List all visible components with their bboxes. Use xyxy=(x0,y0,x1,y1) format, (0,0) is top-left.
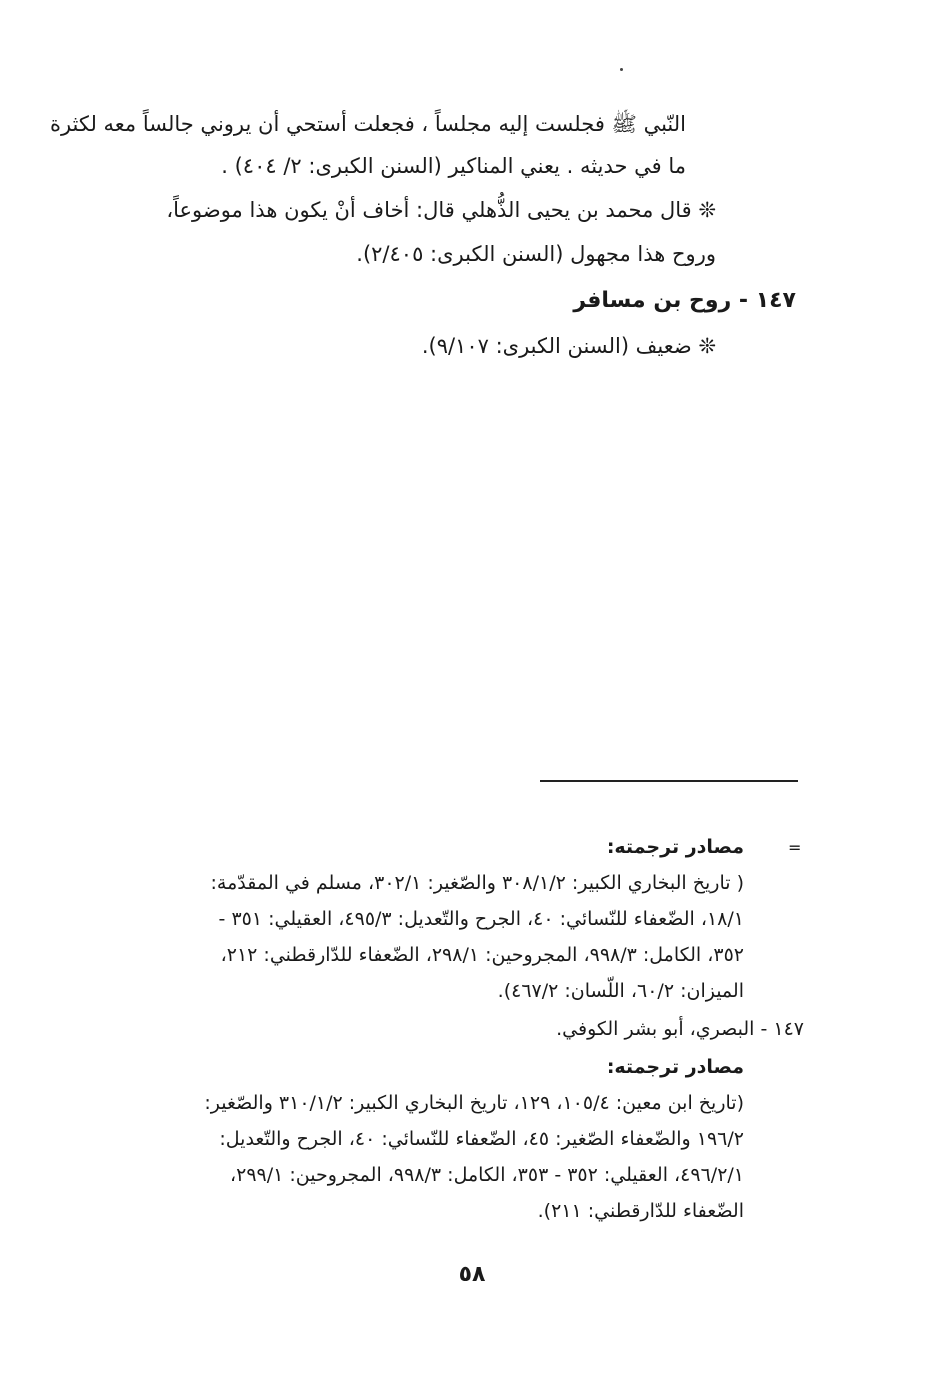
footnote-line-3: ٣٥٢، الكامل: ٩٩٨/٣، المجروحين: ٢٩٨/١، الضّعفاء للدّارقطني: ٢١٢، xyxy=(220,944,744,966)
footnote-entry-147: ١٤٧ - البصري، أبو بشر الكوفي. xyxy=(556,1018,804,1040)
footnote-line-4: الميزان: ٦٠/٢، اللّسان: ٤٦٧/٢). xyxy=(497,980,744,1002)
footnote-separator xyxy=(540,780,798,782)
entry-note: ❊ ضعيف (السنن الكبرى: ٩/١٠٧). xyxy=(421,334,716,358)
sources-label-1: مصادر ترجمته: xyxy=(606,836,744,858)
ink-speck xyxy=(620,68,623,71)
entry-heading: ١٤٧ - روح بن مسافر xyxy=(573,288,796,313)
footnote-line-2: ١٨/١، الضّعفاء للنّسائي: ٤٠، الجرح والتّعديل: ٤٩٥/٣، العقيلي: ٣٥١ - xyxy=(218,908,744,930)
footnote-line-8: الضّعفاء للدّارقطني: ٢١١). xyxy=(537,1200,744,1222)
footnote-line-6: ١٩٦/٢ والضّعفاء الصّغير: ٤٥، الضّعفاء للنّسائي: ٤٠، الجرح والتّعديل: xyxy=(219,1128,744,1150)
page-number: ٥٨ xyxy=(458,1262,486,1287)
footnote-line-5: (تاريخ ابن معين: ١٠٥/٤، ١٢٩، تاريخ البخاري الكبير: ٣١٠/١/٢ والصّغير: xyxy=(204,1092,744,1114)
body-line-2: ما في حديثه . يعني المناكير (السنن الكبرى: ٢/ ٤٠٤) . xyxy=(221,154,686,178)
body-line-1: النّبي ﷺ فجلست إليه مجلساً ، فجعلت أستحي أن يروني جالساً معه لكثرة xyxy=(49,112,686,136)
footnote-line-1: ( تاريخ البخاري الكبير: ٣٠٨/١/٢ والصّغير: ٣٠٢/١، مسلم في المقدّمة: xyxy=(210,872,744,894)
sources-label-2: مصادر ترجمته: xyxy=(606,1056,744,1078)
continuation-mark: = xyxy=(788,838,802,857)
body-line-3: ❊ قال محمد بن يحيى الذُّهلي قال: أخاف أنْ يكون هذا موضوعاً، xyxy=(166,198,716,222)
body-line-4: وروح هذا مجهول (السنن الكبرى: ٢/٤٠٥). xyxy=(356,242,716,266)
footnote-line-7: ٤٩٦/٢/١، العقيلي: ٣٥٢ - ٣٥٣، الكامل: ٩٩٨/٣، المجروحين: ٢٩٩/١، xyxy=(229,1164,744,1186)
